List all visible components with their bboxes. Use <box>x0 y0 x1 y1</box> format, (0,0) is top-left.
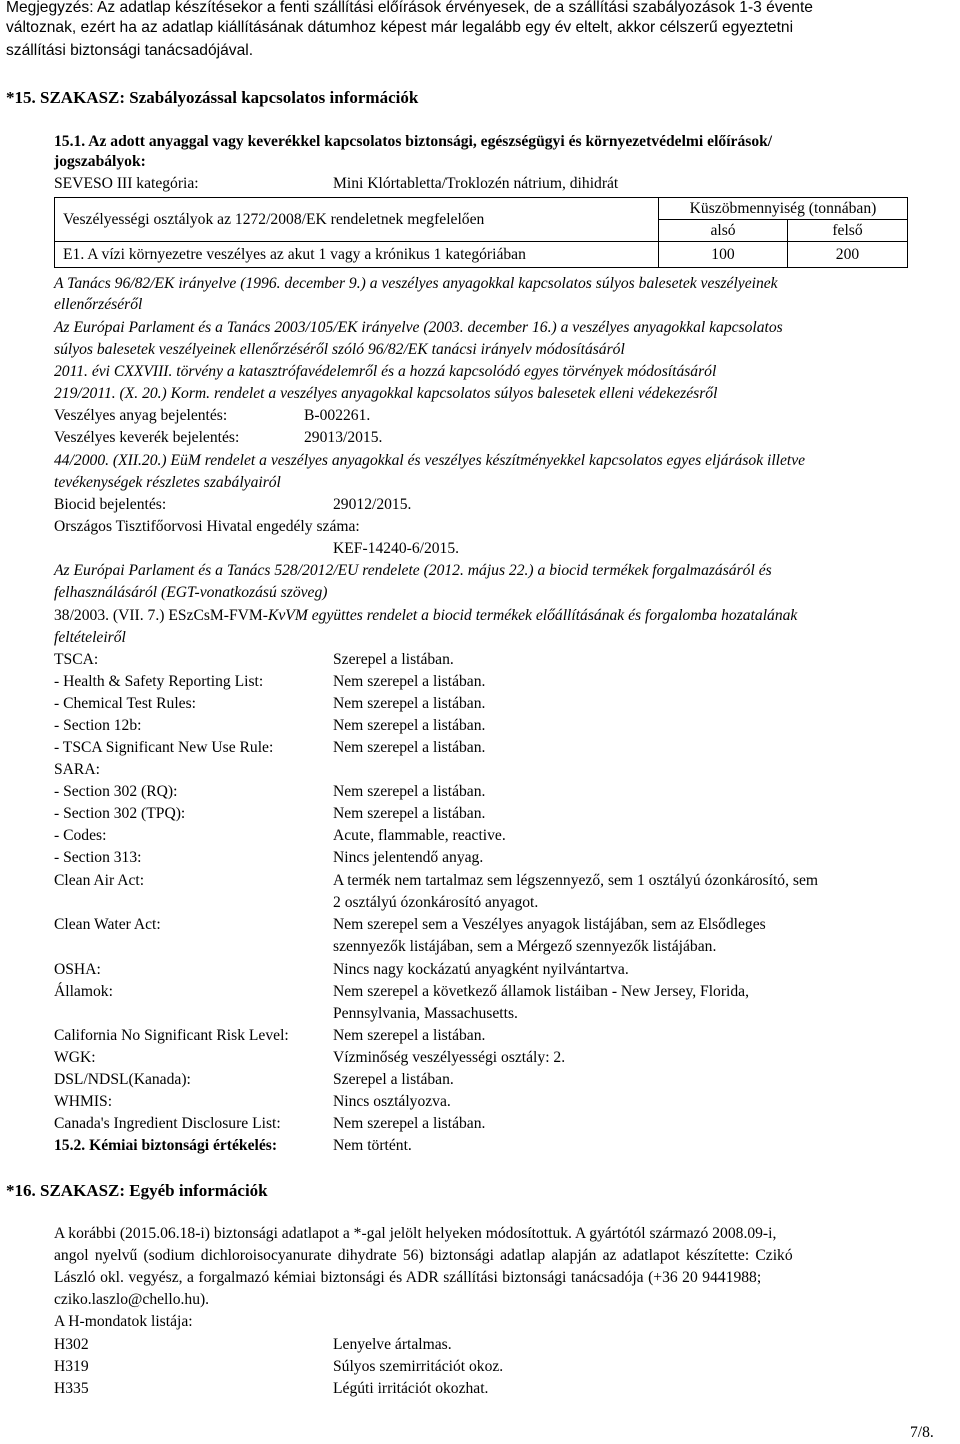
reg-value-clean-air-2: 2 osztályú ózonkárosító anyagot. <box>333 894 539 911</box>
reg-label-sara: SARA: <box>54 761 100 778</box>
reg-value-tsca: Szerepel a listában. <box>333 651 454 668</box>
law-2011-cxxviii: 2011. évi CXXVIII. törvény a katasztrófavédelemről és a hozzá kapcsolódó egyes törvények módosításáról <box>54 363 717 380</box>
directive-96-82-line-1: A Tanács 96/82/EK irányelve (1996. december 9.) a veszélyes anyagokkal kapcsolatos súlyos balesetek veszélyeinek <box>54 275 778 292</box>
reg-label-chemical-test: - Chemical Test Rules: <box>54 695 196 712</box>
seveso-value: Mini Klórtabletta/Troklozén nátrium, dihidrát <box>333 175 619 192</box>
seveso-threshold-table <box>54 197 908 268</box>
reg-label-section-313: - Section 313: <box>54 849 142 866</box>
mixture-notification-value: 29013/2015. <box>304 429 383 446</box>
reg-value-tsca-snur: Nem szerepel a listában. <box>333 739 486 756</box>
reg-label-california: California No Significant Risk Level: <box>54 1027 289 1044</box>
eu-528-2012-line-2: felhasználásáról (EGT-vonatkozású szöveg) <box>54 584 328 601</box>
reg-value-osha: Nincs nagy kockázatú anyagként nyilvántartva. <box>333 961 629 978</box>
biocide-notification-label: Biocid bejelentés: <box>54 496 167 513</box>
directive-96-82-line-2: ellenőrzéséről <box>54 296 143 313</box>
reg-label-osha: OSHA: <box>54 961 101 978</box>
reg-label-tsca-snur: - TSCA Significant New Use Rule: <box>54 739 274 756</box>
gov-decree-219-2011: 219/2011. (X. 20.) Korm. rendelet a veszélyes anyagokkal kapcsolatos súlyos balesetek elleni védekezésről <box>54 385 718 402</box>
reg-value-dsl-ndsl: Szerepel a listában. <box>333 1071 454 1088</box>
eszcsm-decree-line-1: 38/2003. (VII. 7.) ESzCsM-FVM-KvVM együttes rendelet a biocid termékek előállításának és forgalomba hozatalának <box>54 607 798 624</box>
reg-value-chemical-test: Nem szerepel a listában. <box>333 695 486 712</box>
reg-label-clean-air: Clean Air Act: <box>54 872 145 889</box>
reg-value-clean-air-1: A termék nem tartalmaz sem légszennyező, sem 1 osztályú ózonkárosító, sem <box>333 872 818 889</box>
otf-permit-value: KEF-14240-6/2015. <box>333 540 460 557</box>
reg-value-states-1: Nem szerepel a következő államok listáiban - New Jersey, Florida, <box>333 983 749 1000</box>
h-statements-title: A H-mondatok listája: <box>54 1313 193 1330</box>
reg-value-wgk: Vízminőség veszélyességi osztály: 2. <box>333 1049 566 1066</box>
h-code-h335: H335 <box>54 1380 89 1397</box>
reg-label-section-302-rq: - Section 302 (RQ): <box>54 783 178 800</box>
reg-value-codes: Acute, flammable, reactive. <box>333 827 506 844</box>
reg-value-section-302-tpq: Nem szerepel a listában. <box>333 805 486 822</box>
reg-label-tsca: TSCA: <box>54 651 99 668</box>
reg-value-section-12b: Nem szerepel a listában. <box>333 717 486 734</box>
substance-notification-value: B-002261. <box>304 407 371 424</box>
reg-label-clean-water: Clean Water Act: <box>54 916 161 933</box>
header-note-line-3: szállítási biztonsági tanácsadójával. <box>6 42 254 59</box>
reg-value-canada-idl: Nem szerepel a listában. <box>333 1115 486 1132</box>
reg-label-states: Államok: <box>54 983 113 1000</box>
table-header-lower: alsó <box>659 220 788 242</box>
table-header-threshold: Küszöbmennyiség (tonnában) <box>659 198 908 220</box>
biocide-notification-value: 29012/2015. <box>333 496 412 513</box>
substance-notification-label: Veszélyes anyag bejelentés: <box>54 407 228 424</box>
eum-decree-line-2: tevékenységek részletes szabályairól <box>54 474 281 491</box>
reg-label-health-safety: - Health & Safety Reporting List: <box>54 673 264 690</box>
section-16-paragraph-line-2: angol nyelvű (sodium dichloroisocyanurate dihydrate 56) biztonsági adatlap alapján az adatlapot készítette: Czikó <box>54 1247 793 1264</box>
section-16-paragraph-line-3: László okl. vegyész, a forgalmazó kémiai biztonsági és ADR szállítási biztonsági tanácsadója (+36 20 9441988; <box>54 1269 762 1286</box>
table-cell-lower-value: 100 <box>659 242 788 268</box>
h-text-h335: Légúti irritációt okozhat. <box>333 1380 489 1397</box>
directive-2003-105-line-1: Az Európai Parlament és a Tanács 2003/105/EK irányelve (2003. december 16.) a veszélyes anyagokkal kapcsolatos <box>54 319 783 336</box>
table-header-hazard-classes: Veszélyességi osztályok az 1272/2008/EK rendeletnek megfelelően <box>55 198 659 242</box>
header-note-line-1: Megjegyzés: Az adatlap készítésekor a fenti szállítási előírások érvényesek, de a szállítási szabályozások 1-3 évente <box>6 0 813 16</box>
reg-label-section-302-tpq: - Section 302 (TPQ): <box>54 805 186 822</box>
reg-label-whmis: WHMIS: <box>54 1093 113 1110</box>
reg-value-section-313: Nincs jelentendő anyag. <box>333 849 484 866</box>
section-16-paragraph-line-1: A korábbi (2015.06.18-i) biztonsági adatlapot a *-gal jelölt helyeken módosítottuk. A gyártótól származó 2008.09-i, <box>54 1225 777 1242</box>
eu-528-2012-line-1: Az Európai Parlament és a Tanács 528/2012/EU rendelete (2012. május 22.) a biocid termékek forgalmazásáról és <box>54 562 772 579</box>
reg-label-codes: - Codes: <box>54 827 107 844</box>
reg-value-california: Nem szerepel a listában. <box>333 1027 486 1044</box>
section-15-title: *15. SZAKASZ: Szabályozással kapcsolatos információk <box>6 88 419 107</box>
h-code-h319: H319 <box>54 1358 89 1375</box>
reg-label-wgk: WGK: <box>54 1049 96 1066</box>
h-code-h302: H302 <box>54 1336 89 1353</box>
header-note-line-2: változnak, ezért ha az adatlap kiállításának dátumhoz képest már legalább egy év eltelt, akkor célszerű egyeztetni <box>6 19 794 36</box>
table-header-upper: felső <box>788 220 908 242</box>
subsection-15-1-line-1: 15.1. Az adott anyaggal vagy keverékkel kapcsolatos biztonsági, egészségügyi és környezetvédelmi előírások/ <box>54 133 773 150</box>
subsection-15-2-value: Nem történt. <box>333 1137 412 1154</box>
directive-2003-105-line-2: súlyos balesetek veszélyeinek ellenőrzéséről szóló 96/82/EK tanácsi irányelv módosításáról <box>54 341 625 358</box>
subsection-15-1-line-2: jogszabályok: <box>54 153 146 170</box>
h-text-h302: Lenyelve ártalmas. <box>333 1336 452 1353</box>
eum-decree-line-1: 44/2000. (XII.20.) EüM rendelet a veszélyes anyagokkal és veszélyes készítményekkel kapcsolatos egyes eljárások illetve <box>54 452 806 469</box>
section-16-title: *16. SZAKASZ: Egyéb információk <box>6 1181 268 1200</box>
reg-value-health-safety: Nem szerepel a listában. <box>333 673 486 690</box>
seveso-label: SEVESO III kategória: <box>54 175 199 192</box>
eszcsm-decree-line-2: feltételeiről <box>54 629 126 646</box>
reg-label-dsl-ndsl: DSL/NDSL(Kanada): <box>54 1071 191 1088</box>
section-16-paragraph-line-4: cziko.laszlo@chello.hu). <box>54 1291 210 1308</box>
page-number: 7/8. <box>910 1424 934 1441</box>
table-cell-upper-value: 200 <box>788 242 908 268</box>
mixture-notification-label: Veszélyes keverék bejelentés: <box>54 429 240 446</box>
h-text-h319: Súlyos szemirritációt okoz. <box>333 1358 504 1375</box>
reg-value-clean-water-1: Nem szerepel sem a Veszélyes anyagok listájában, sem az Elsődleges <box>333 916 766 933</box>
reg-value-states-2: Pennsylvania, Massachusetts. <box>333 1005 518 1022</box>
otf-permit-label: Országos Tisztifőorvosi Hivatal engedély száma: <box>54 518 360 535</box>
reg-value-section-302-rq: Nem szerepel a listában. <box>333 783 486 800</box>
reg-label-section-12b: - Section 12b: <box>54 717 142 734</box>
reg-label-canada-idl: Canada's Ingredient Disclosure List: <box>54 1115 281 1132</box>
reg-value-whmis: Nincs osztályozva. <box>333 1093 451 1110</box>
table-cell-category: E1. A vízi környezetre veszélyes az akut 1 vagy a krónikus 1 kategóriában <box>55 242 659 268</box>
subsection-15-2-label: 15.2. Kémiai biztonsági értékelés: <box>54 1137 278 1154</box>
reg-value-clean-water-2: szennyezők listájában, sem a Mérgező szennyezők listájában. <box>333 938 717 955</box>
